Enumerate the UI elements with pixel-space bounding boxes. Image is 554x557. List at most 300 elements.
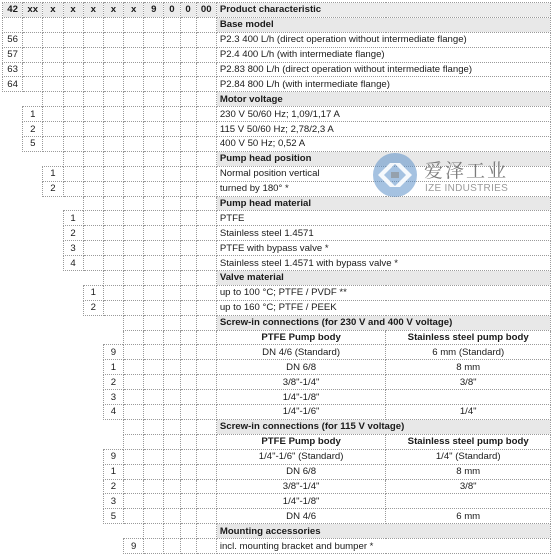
empty-cell <box>63 419 83 434</box>
grid-cell <box>164 62 180 77</box>
grid-cell <box>180 241 196 256</box>
grid-cell <box>103 151 123 166</box>
empty-cell <box>3 285 23 300</box>
grid-cell <box>124 166 144 181</box>
grid-cell <box>124 62 144 77</box>
base-model-description: P2.3 400 L/h (direct operation without intermediate flange) <box>216 32 550 47</box>
empty-cell <box>43 479 63 494</box>
empty-cell <box>3 211 23 226</box>
empty-cell <box>83 509 103 524</box>
grid-cell <box>180 47 196 62</box>
grid-cell <box>124 107 144 122</box>
motor-voltage-row <box>3 107 551 122</box>
grid-cell <box>196 330 216 345</box>
grid-cell <box>124 434 144 449</box>
code-column-header: 42 <box>3 3 23 18</box>
grid-cell <box>196 17 216 32</box>
grid-cell <box>124 419 144 434</box>
empty-cell <box>3 539 23 554</box>
empty-cell <box>63 434 83 449</box>
grid-cell <box>196 464 216 479</box>
empty-cell <box>43 241 63 256</box>
grid-cell <box>63 32 83 47</box>
mounting-accessories-title-row <box>3 524 551 539</box>
grid-cell <box>164 375 180 390</box>
base-model-row <box>3 47 551 62</box>
grid-cell <box>124 32 144 47</box>
grid-cell <box>180 539 196 554</box>
grid-cell <box>124 151 144 166</box>
grid-cell <box>180 405 196 420</box>
empty-cell <box>43 300 63 315</box>
pump-head-material-code: 1 <box>63 211 83 226</box>
empty-cell <box>63 285 83 300</box>
empty-cell <box>23 539 43 554</box>
empty-cell <box>63 449 83 464</box>
pump-head-material-description: PTFE with bypass valve * <box>216 241 550 256</box>
grid-cell <box>196 166 216 181</box>
steel-connection-value: 6 mm <box>386 509 551 524</box>
grid-cell <box>164 166 180 181</box>
screw-230-400-row <box>3 360 551 375</box>
grid-cell <box>196 107 216 122</box>
empty-cell <box>83 494 103 509</box>
grid-cell <box>103 166 123 181</box>
grid-cell <box>144 271 164 286</box>
grid-cell <box>124 509 144 524</box>
base-model-code: 63 <box>3 62 23 77</box>
grid-cell <box>164 494 180 509</box>
screw-230-400-subheader-row <box>3 330 551 345</box>
empty-cell <box>83 330 103 345</box>
empty-cell <box>83 434 103 449</box>
ptfe-connection-value: 3/8"-1/4" <box>216 375 386 390</box>
grid-cell <box>164 300 180 315</box>
empty-cell <box>23 241 43 256</box>
grid-cell <box>196 360 216 375</box>
grid-cell <box>124 196 144 211</box>
motor-voltage-code: 2 <box>23 122 43 137</box>
grid-cell <box>144 390 164 405</box>
motor-voltage-title-row <box>3 92 551 107</box>
valve-material-row <box>3 285 551 300</box>
grid-cell <box>164 524 180 539</box>
grid-cell <box>43 77 63 92</box>
grid-cell <box>196 509 216 524</box>
grid-cell <box>144 405 164 420</box>
grid-cell <box>83 92 103 107</box>
code-column-header: x <box>124 3 144 18</box>
grid-cell <box>196 271 216 286</box>
empty-cell <box>43 211 63 226</box>
code-column-header: x <box>43 3 63 18</box>
grid-cell <box>164 434 180 449</box>
empty-cell <box>23 300 43 315</box>
code-column-header: 9 <box>144 3 164 18</box>
header-row <box>3 3 551 18</box>
empty-cell <box>23 181 43 196</box>
empty-cell <box>43 271 63 286</box>
empty-cell <box>23 360 43 375</box>
grid-cell <box>164 47 180 62</box>
empty-cell <box>23 464 43 479</box>
grid-cell <box>180 122 196 137</box>
grid-cell <box>144 345 164 360</box>
empty-cell <box>103 315 123 330</box>
empty-cell <box>63 375 83 390</box>
grid-cell <box>196 300 216 315</box>
motor-voltage-description: 115 V 50/60 Hz; 2,78/2,3 A <box>216 122 550 137</box>
grid-cell <box>83 166 103 181</box>
base-model-title-row <box>3 17 551 32</box>
grid-cell <box>144 449 164 464</box>
pump-head-position-code: 2 <box>43 181 63 196</box>
empty-cell <box>83 271 103 286</box>
screw-115-row <box>3 509 551 524</box>
motor-voltage-row <box>3 122 551 137</box>
empty-cell <box>43 196 63 211</box>
grid-cell <box>103 300 123 315</box>
grid-cell <box>63 62 83 77</box>
grid-cell <box>164 17 180 32</box>
valve-material-code: 2 <box>83 300 103 315</box>
code-column-header: x <box>83 3 103 18</box>
grid-cell <box>43 32 63 47</box>
grid-cell <box>103 62 123 77</box>
code-column-header: x <box>63 3 83 18</box>
grid-cell <box>180 107 196 122</box>
empty-cell <box>63 539 83 554</box>
empty-cell <box>3 241 23 256</box>
empty-cell <box>83 360 103 375</box>
grid-cell <box>164 539 180 554</box>
grid-cell <box>164 345 180 360</box>
grid-cell <box>180 196 196 211</box>
grid-cell <box>180 62 196 77</box>
code-column-header: 0 <box>180 3 196 18</box>
valve-material-title: Valve material <box>216 271 550 286</box>
grid-cell <box>124 405 144 420</box>
grid-cell <box>124 211 144 226</box>
grid-cell <box>124 479 144 494</box>
grid-cell <box>23 32 43 47</box>
empty-cell <box>43 390 63 405</box>
grid-cell <box>196 405 216 420</box>
empty-cell <box>63 494 83 509</box>
grid-cell <box>180 181 196 196</box>
empty-cell <box>3 137 23 152</box>
empty-cell <box>83 390 103 405</box>
grid-cell <box>196 419 216 434</box>
grid-cell <box>180 524 196 539</box>
empty-cell <box>3 122 23 137</box>
grid-cell <box>43 47 63 62</box>
empty-cell <box>43 285 63 300</box>
grid-cell <box>43 92 63 107</box>
grid-cell <box>164 92 180 107</box>
empty-cell <box>43 524 63 539</box>
grid-cell <box>164 241 180 256</box>
motor-voltage-title: Motor voltage <box>216 92 550 107</box>
grid-cell <box>144 434 164 449</box>
grid-cell <box>43 137 63 152</box>
ptfe-connection-value: 3/8"-1/4" <box>216 479 386 494</box>
pump-head-material-row <box>3 241 551 256</box>
empty-cell <box>43 464 63 479</box>
grid-cell <box>43 62 63 77</box>
empty-cell <box>23 211 43 226</box>
grid-cell <box>144 107 164 122</box>
grid-cell <box>103 77 123 92</box>
steel-connection-value: 8 mm <box>386 360 551 375</box>
motor-voltage-description: 400 V 50 Hz; 0,52 A <box>216 137 550 152</box>
grid-cell <box>144 151 164 166</box>
grid-cell <box>196 151 216 166</box>
screw-115-title: Screw-in connections (for 115 V voltage) <box>216 419 550 434</box>
grid-cell <box>63 122 83 137</box>
screw-230-400-title: Screw-in connections (for 230 V and 400 V voltage) <box>216 315 550 330</box>
base-model-description: P2.84 800 L/h (with intermediate flange) <box>216 77 550 92</box>
empty-cell <box>43 539 63 554</box>
base-model-code: 57 <box>3 47 23 62</box>
empty-cell <box>23 151 43 166</box>
steel-connection-value: 1/4" <box>386 405 551 420</box>
screw-115-code: 9 <box>103 449 123 464</box>
grid-cell <box>103 107 123 122</box>
grid-cell <box>180 285 196 300</box>
empty-cell <box>103 330 123 345</box>
grid-cell <box>124 47 144 62</box>
empty-cell <box>83 419 103 434</box>
empty-cell <box>23 434 43 449</box>
screw-115-row <box>3 464 551 479</box>
pump-head-material-code: 3 <box>63 241 83 256</box>
grid-cell <box>3 17 23 32</box>
pump-head-material-row <box>3 211 551 226</box>
grid-cell <box>144 285 164 300</box>
screw-230-400-row <box>3 345 551 360</box>
empty-cell <box>3 405 23 420</box>
grid-cell <box>196 196 216 211</box>
grid-cell <box>196 434 216 449</box>
grid-cell <box>164 464 180 479</box>
grid-cell <box>124 285 144 300</box>
steel-connection-value: 3/8" <box>386 479 551 494</box>
grid-cell <box>124 345 144 360</box>
grid-cell <box>164 122 180 137</box>
code-column-header: xx <box>23 3 43 18</box>
stainless-steel-pump-body-header: Stainless steel pump body <box>386 330 551 345</box>
pump-head-material-description: Stainless steel 1.4571 with bypass valve * <box>216 256 550 271</box>
ptfe-connection-value: 1/4"-1/8" <box>216 494 386 509</box>
grid-cell <box>83 47 103 62</box>
grid-cell <box>63 151 83 166</box>
empty-cell <box>63 524 83 539</box>
empty-cell <box>43 315 63 330</box>
grid-cell <box>83 226 103 241</box>
base-model-description: P2.83 800 L/h (direct operation without intermediate flange) <box>216 62 550 77</box>
grid-cell <box>103 32 123 47</box>
grid-cell <box>63 47 83 62</box>
grid-cell <box>144 137 164 152</box>
empty-cell <box>83 315 103 330</box>
grid-cell <box>43 17 63 32</box>
empty-cell <box>3 449 23 464</box>
ptfe-pump-body-header: PTFE Pump body <box>216 330 386 345</box>
base-model-code: 56 <box>3 32 23 47</box>
empty-cell <box>103 524 123 539</box>
grid-cell <box>196 92 216 107</box>
grid-cell <box>124 137 144 152</box>
grid-cell <box>144 32 164 47</box>
grid-cell <box>180 151 196 166</box>
grid-cell <box>103 137 123 152</box>
empty-cell <box>23 271 43 286</box>
ize-industries-watermark <box>372 152 532 202</box>
empty-cell <box>103 434 123 449</box>
grid-cell <box>164 479 180 494</box>
grid-cell <box>164 137 180 152</box>
grid-cell <box>144 241 164 256</box>
grid-cell <box>196 32 216 47</box>
empty-cell <box>3 494 23 509</box>
screw-115-subheader-row <box>3 434 551 449</box>
grid-cell <box>103 285 123 300</box>
grid-cell <box>83 137 103 152</box>
grid-cell <box>164 449 180 464</box>
grid-cell <box>164 256 180 271</box>
grid-cell <box>180 419 196 434</box>
grid-cell <box>180 92 196 107</box>
motor-voltage-row <box>3 137 551 152</box>
grid-cell <box>23 77 43 92</box>
grid-cell <box>196 241 216 256</box>
pump-head-material-description: Stainless steel 1.4571 <box>216 226 550 241</box>
ptfe-connection-value: 1/4"-1/6" (Standard) <box>216 449 386 464</box>
grid-cell <box>164 107 180 122</box>
empty-cell <box>23 524 43 539</box>
mounting-accessories-code: 9 <box>124 539 144 554</box>
empty-cell <box>23 449 43 464</box>
base-model-code: 64 <box>3 77 23 92</box>
ptfe-connection-value: DN 4/6 <box>216 509 386 524</box>
empty-cell <box>63 509 83 524</box>
grid-cell <box>124 360 144 375</box>
grid-cell <box>164 405 180 420</box>
product-code-table <box>2 2 551 554</box>
grid-cell <box>144 166 164 181</box>
product-characteristic-heading: Product characteristic <box>216 3 550 18</box>
screw-230-400-row <box>3 375 551 390</box>
empty-cell <box>3 464 23 479</box>
empty-cell <box>63 330 83 345</box>
ptfe-connection-value: 1/4"-1/6" <box>216 405 386 420</box>
grid-cell <box>180 166 196 181</box>
screw-115-code: 3 <box>103 494 123 509</box>
empty-cell <box>23 405 43 420</box>
pump-head-position-title: Pump head position <box>216 151 550 166</box>
grid-cell <box>196 62 216 77</box>
grid-cell <box>103 226 123 241</box>
screw-115-row <box>3 494 551 509</box>
grid-cell <box>144 509 164 524</box>
grid-cell <box>144 92 164 107</box>
valve-material-row <box>3 300 551 315</box>
base-model-row <box>3 62 551 77</box>
steel-connection-value <box>386 390 551 405</box>
grid-cell <box>103 17 123 32</box>
empty-cell <box>23 256 43 271</box>
grid-cell <box>83 77 103 92</box>
pump-head-material-row <box>3 256 551 271</box>
grid-cell <box>124 122 144 137</box>
grid-cell <box>83 62 103 77</box>
grid-cell <box>164 211 180 226</box>
grid-cell <box>103 256 123 271</box>
empty-cell <box>63 271 83 286</box>
empty-cell <box>103 419 123 434</box>
empty-cell <box>23 509 43 524</box>
empty-cell <box>3 256 23 271</box>
empty-cell <box>23 166 43 181</box>
grid-cell <box>164 360 180 375</box>
grid-cell <box>144 122 164 137</box>
empty-cell <box>3 151 23 166</box>
grid-cell <box>63 166 83 181</box>
screw-230-400-code: 3 <box>103 390 123 405</box>
grid-cell <box>124 375 144 390</box>
empty-cell <box>3 271 23 286</box>
empty-cell <box>63 479 83 494</box>
grid-cell <box>144 47 164 62</box>
empty-cell <box>3 196 23 211</box>
grid-cell <box>196 226 216 241</box>
empty-cell <box>43 494 63 509</box>
empty-cell <box>43 256 63 271</box>
grid-cell <box>164 509 180 524</box>
grid-cell <box>83 151 103 166</box>
grid-cell <box>180 17 196 32</box>
grid-cell <box>23 62 43 77</box>
grid-cell <box>164 32 180 47</box>
pump-head-material-code: 4 <box>63 256 83 271</box>
grid-cell <box>196 524 216 539</box>
grid-cell <box>124 390 144 405</box>
grid-cell <box>124 449 144 464</box>
grid-cell <box>43 122 63 137</box>
grid-cell <box>144 77 164 92</box>
grid-cell <box>180 330 196 345</box>
grid-cell <box>124 300 144 315</box>
empty-cell <box>43 360 63 375</box>
empty-cell <box>23 226 43 241</box>
valve-material-description: up to 100 °C; PTFE / PVDF ** <box>216 285 550 300</box>
empty-cell <box>43 151 63 166</box>
empty-cell <box>23 315 43 330</box>
empty-cell <box>23 196 43 211</box>
screw-115-code: 5 <box>103 509 123 524</box>
grid-cell <box>196 47 216 62</box>
empty-cell <box>43 375 63 390</box>
motor-voltage-description: 230 V 50/60 Hz; 1,09/1,17 A <box>216 107 550 122</box>
grid-cell <box>103 271 123 286</box>
grid-cell <box>144 360 164 375</box>
empty-cell <box>3 360 23 375</box>
grid-cell <box>63 137 83 152</box>
grid-cell <box>196 449 216 464</box>
grid-cell <box>196 539 216 554</box>
screw-230-400-row <box>3 390 551 405</box>
